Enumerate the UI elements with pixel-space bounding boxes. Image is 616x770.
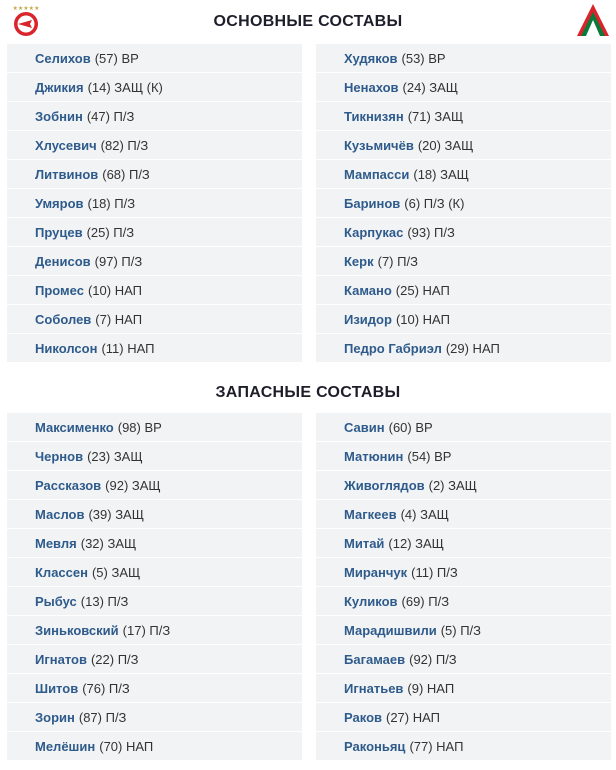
player-row [316, 616, 611, 644]
player-name-link[interactable]: Магкеев [344, 506, 397, 522]
player-row [316, 131, 611, 159]
player-number-position: (71) ЗАЩ [407, 108, 464, 124]
player-row [316, 44, 611, 72]
player-row [7, 500, 302, 528]
player-row [316, 645, 611, 673]
player-number-position: (5) П/З [440, 622, 482, 638]
player-number-position: (57) ВР [94, 50, 139, 66]
player-number-position: (87) П/З [78, 709, 127, 725]
player-name-link[interactable]: Керк [344, 253, 374, 269]
player-name-link[interactable]: Шитов [35, 680, 79, 696]
player-row [7, 471, 302, 499]
player-name-link[interactable]: Кузьмичёв [344, 137, 414, 153]
player-row [7, 587, 302, 615]
player-number-position: (20) ЗАЩ [417, 137, 474, 153]
player-number-position: (54) ВР [407, 448, 452, 464]
home-starting-list [7, 44, 302, 363]
player-number-position: (23) ЗАЩ [87, 448, 143, 464]
player-row [7, 73, 302, 101]
player-name-link[interactable]: Багамаев [344, 651, 406, 667]
player-row [316, 334, 611, 362]
player-name-link[interactable]: Максименко [35, 419, 114, 435]
player-row [7, 334, 302, 362]
player-name-link[interactable]: Худяков [344, 50, 398, 66]
player-number-position: (25) П/З [86, 224, 135, 240]
player-name-link[interactable]: Камано [344, 282, 392, 298]
player-name-link[interactable]: Пруцев [35, 224, 83, 240]
player-name-link[interactable]: Карпукас [344, 224, 404, 240]
player-name-link[interactable]: Рыбус [35, 593, 77, 609]
player-row [7, 131, 302, 159]
player-number-position: (29) НАП [445, 340, 500, 356]
player-row [316, 442, 611, 470]
player-row [316, 529, 611, 557]
player-name-link[interactable]: Селихов [35, 50, 91, 66]
player-name-link[interactable]: Мампасси [344, 166, 410, 182]
player-name-link[interactable]: Куликов [344, 593, 398, 609]
player-name-link[interactable]: Литвинов [35, 166, 99, 182]
player-number-position: (10) НАП [395, 311, 450, 327]
player-row [7, 645, 302, 673]
player-row [7, 44, 302, 72]
player-number-position: (11) П/З [411, 564, 458, 580]
player-name-link[interactable]: Игнатов [35, 651, 87, 667]
player-number-position: (60) ВР [388, 419, 433, 435]
player-name-link[interactable]: Денисов [35, 253, 91, 269]
player-name-link[interactable]: Изидор [344, 311, 392, 327]
player-name-link[interactable]: Мевля [35, 535, 77, 551]
player-row [7, 247, 302, 275]
player-number-position: (39) ЗАЩ [88, 506, 144, 522]
svg-text:★★★★★: ★★★★★ [12, 5, 40, 12]
player-row [316, 674, 611, 702]
player-number-position: (68) П/З [102, 166, 150, 182]
player-row [7, 305, 302, 333]
player-name-link[interactable]: Промес [35, 282, 84, 298]
player-row [316, 587, 611, 615]
player-row [7, 218, 302, 246]
substitutes-title: ЗАПАСНЫЕ СОСТАВЫ [215, 384, 401, 401]
player-row [316, 247, 611, 275]
player-row [316, 102, 611, 130]
player-number-position: (7) НАП [95, 311, 143, 327]
player-name-link[interactable]: Раконьяц [344, 738, 406, 754]
player-number-position: (22) П/З [90, 651, 139, 667]
player-row [316, 558, 611, 586]
home-subs-list [7, 413, 302, 761]
player-number-position: (92) ЗАЩ [105, 477, 161, 493]
player-number-position: (92) П/З [409, 651, 457, 667]
player-number-position: (4) ЗАЩ [400, 506, 449, 522]
player-name-link[interactable]: Чернов [35, 448, 84, 464]
player-name-link[interactable]: Джикия [35, 79, 84, 95]
player-name-link[interactable]: Игнатьев [344, 680, 404, 696]
player-row [316, 160, 611, 188]
player-row [7, 102, 302, 130]
player-row [7, 732, 302, 760]
player-number-position: (9) НАП [407, 680, 455, 696]
player-name-link[interactable]: Живоглядов [344, 477, 425, 493]
player-name-link[interactable]: Педро Габриэл [344, 340, 442, 356]
player-row [7, 442, 302, 470]
player-name-link[interactable]: Рассказов [35, 477, 102, 493]
player-row [316, 500, 611, 528]
player-name-link[interactable]: Зиньковский [35, 622, 119, 638]
player-row [316, 73, 611, 101]
player-number-position: (12) ЗАЩ [388, 535, 444, 551]
player-number-position: (14) ЗАЩ (К) [87, 79, 163, 95]
player-row [7, 413, 302, 441]
player-number-position: (11) НАП [101, 340, 155, 356]
player-number-position: (69) П/З [401, 593, 450, 609]
player-name-link[interactable]: Миранчук [344, 564, 408, 580]
player-row [7, 160, 302, 188]
player-row [316, 703, 611, 731]
player-row [316, 218, 611, 246]
player-number-position: (76) П/З [82, 680, 130, 696]
player-name-link[interactable]: Митай [344, 535, 385, 551]
player-number-position: (7) П/З [377, 253, 418, 269]
away-subs-list [316, 413, 611, 761]
player-row [7, 189, 302, 217]
player-name-link[interactable]: Классен [35, 564, 88, 580]
player-number-position: (10) НАП [87, 282, 142, 298]
player-name-link[interactable]: Зорин [35, 709, 75, 725]
player-name-link[interactable]: Баринов [344, 195, 401, 211]
player-number-position: (27) НАП [386, 709, 440, 725]
player-number-position: (93) П/З [407, 224, 455, 240]
player-row [316, 413, 611, 441]
player-name-link[interactable]: Матюнин [344, 448, 404, 464]
player-number-position: (32) ЗАЩ [80, 535, 137, 551]
player-number-position: (13) П/З [80, 593, 129, 609]
player-row [7, 558, 302, 586]
player-row [316, 732, 611, 760]
player-number-position: (17) П/З [122, 622, 171, 638]
player-name-link[interactable]: Ненахов [344, 79, 399, 95]
player-name-link[interactable]: Умяров [35, 195, 84, 211]
player-name-link[interactable]: Хлусевич [35, 137, 97, 153]
player-number-position: (70) НАП [99, 738, 154, 754]
player-number-position: (82) П/З [100, 137, 149, 153]
player-row [7, 276, 302, 304]
player-number-position: (2) ЗАЩ [428, 477, 477, 493]
player-name-link[interactable]: Зобнин [35, 108, 83, 124]
player-number-position: (97) П/З [94, 253, 143, 269]
player-number-position: (18) ЗАЩ [413, 166, 469, 182]
player-number-position: (25) НАП [395, 282, 450, 298]
player-name-link[interactable]: Николсон [35, 340, 98, 356]
player-name-link[interactable]: Марадишвили [344, 622, 437, 638]
player-name-link[interactable]: Тикнизян [344, 108, 404, 124]
player-name-link[interactable]: Соболев [35, 311, 92, 327]
player-number-position: (98) ВР [117, 419, 162, 435]
starting-lineups-title: ОСНОВНЫЕ СОСТАВЫ [213, 13, 403, 30]
player-number-position: (47) П/З [86, 108, 135, 124]
player-row [316, 471, 611, 499]
player-name-link[interactable]: Мелёшин [35, 738, 96, 754]
player-name-link[interactable]: Раков [344, 709, 382, 725]
player-number-position: (6) П/З (К) [404, 195, 465, 211]
player-number-position: (18) П/З [87, 195, 136, 211]
player-number-position: (53) ВР [401, 50, 446, 66]
player-row [316, 276, 611, 304]
player-number-position: (77) НАП [409, 738, 464, 754]
player-name-link[interactable]: Маслов [35, 506, 85, 522]
player-row [7, 529, 302, 557]
player-row [7, 616, 302, 644]
player-name-link[interactable]: Савин [344, 419, 385, 435]
player-row [7, 703, 302, 731]
player-row [316, 189, 611, 217]
player-number-position: (24) ЗАЩ [402, 79, 458, 95]
player-row [7, 674, 302, 702]
away-starting-list [316, 44, 611, 363]
player-number-position: (5) ЗАЩ [91, 564, 141, 580]
player-row [316, 305, 611, 333]
